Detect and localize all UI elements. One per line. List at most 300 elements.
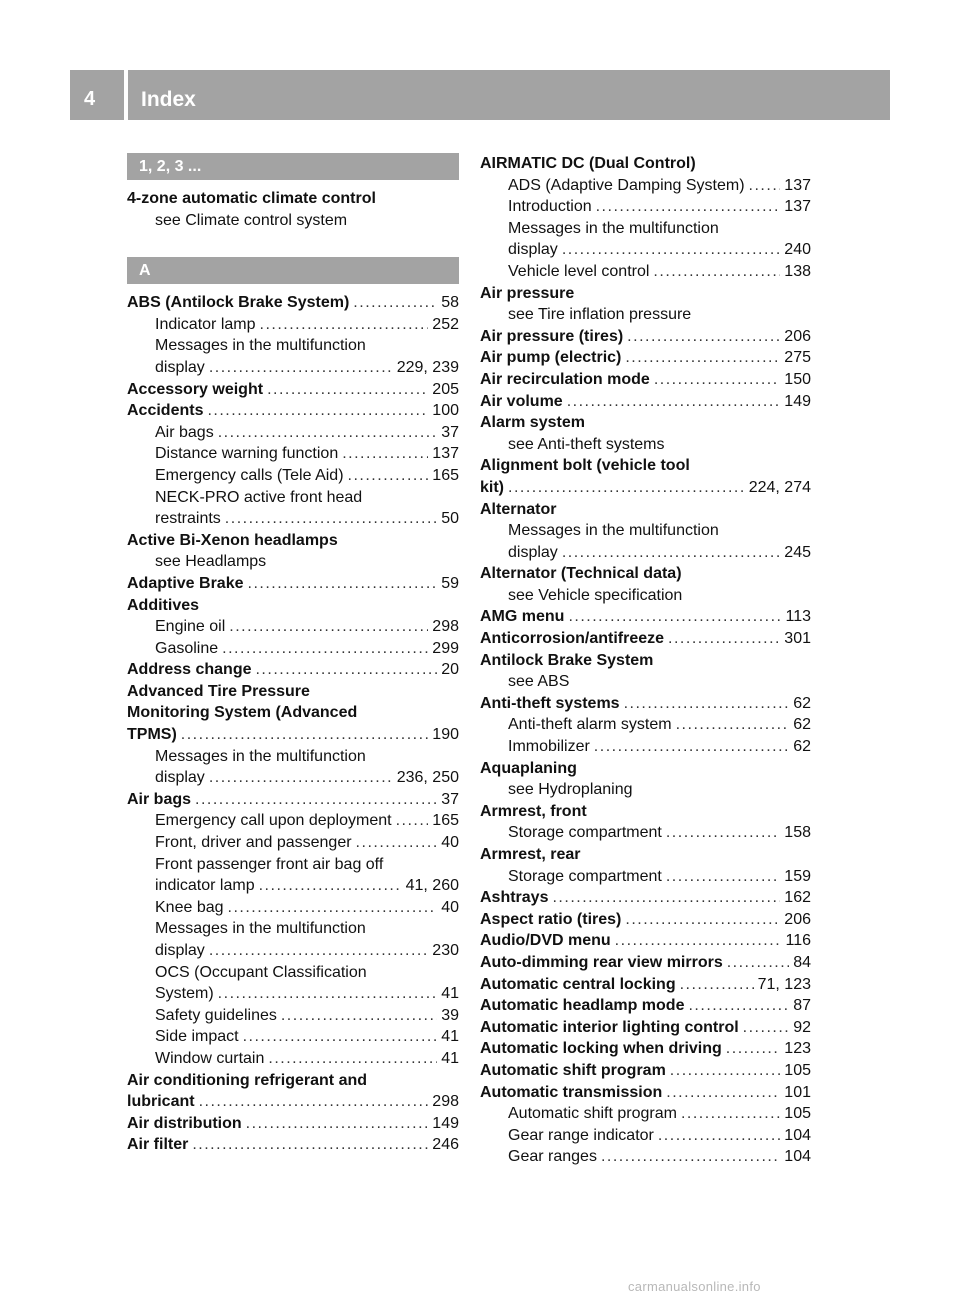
index-subentry — [127, 918, 459, 940]
entry-text: Air bags — [127, 790, 192, 808]
entry-text: ADS (Adaptive Damping System) — [508, 176, 745, 194]
index-subentry — [127, 616, 459, 638]
index-subentry — [127, 962, 459, 984]
dot-leader — [255, 659, 437, 681]
dot-leader — [281, 1005, 437, 1027]
section-spacer — [127, 231, 459, 257]
index-entry — [127, 595, 459, 617]
entry-text: AMG menu — [480, 608, 565, 626]
dot-leader — [666, 1082, 780, 1104]
page-reference: 252 — [432, 315, 459, 333]
dot-leader — [653, 261, 780, 283]
dot-leader — [726, 1038, 781, 1060]
entry-text: System) — [155, 985, 214, 1003]
entry-text: Aspect ratio (tires) — [480, 910, 622, 928]
page-reference: 230 — [432, 942, 459, 959]
page-reference: 150 — [784, 370, 811, 388]
index-subentry — [480, 542, 811, 564]
index-entry — [480, 628, 811, 650]
index-subentry — [480, 239, 811, 261]
entry-text: Gear ranges — [508, 1148, 597, 1166]
index-entry — [480, 844, 811, 866]
index-subentry — [127, 897, 459, 919]
index-entry — [480, 391, 811, 413]
page-reference: 275 — [784, 349, 811, 367]
index-subentry — [127, 551, 459, 573]
page-reference: 190 — [432, 726, 459, 744]
index-entry — [127, 292, 459, 314]
entry-text: Side impact — [155, 1028, 239, 1046]
dot-leader — [568, 606, 781, 628]
page-reference: 100 — [432, 402, 459, 420]
entry-text: Messages in the multifunction — [155, 747, 366, 765]
dot-leader — [209, 940, 428, 962]
entry-text: display — [508, 241, 558, 259]
entry-text: 4-zone automatic climate control — [127, 190, 376, 207]
page-reference: 165 — [432, 812, 459, 830]
entry-text: Air conditioning refrigerant and — [127, 1071, 368, 1089]
index-entry — [127, 400, 459, 422]
entry-text: Automatic shift program — [508, 1105, 677, 1123]
entry-text: lubricant — [127, 1093, 195, 1111]
entry-text: NECK-PRO active front head — [155, 488, 363, 506]
dot-leader — [601, 1146, 780, 1168]
index-entry — [127, 724, 459, 746]
entry-text: see Tire inflation pressure — [508, 306, 692, 324]
index-subentry — [127, 314, 459, 336]
entry-text: Messages in the multifunction — [508, 522, 719, 540]
dot-leader — [625, 909, 780, 931]
entry-text: Storage compartment — [508, 867, 662, 885]
entry-text: Knee bag — [155, 898, 224, 916]
dot-leader — [624, 693, 790, 715]
section-header-1-2-3: 1, 2, 3 ... — [127, 153, 459, 180]
watermark-logo: carmanualsonline.info — [628, 1279, 761, 1294]
index-entry — [480, 930, 811, 952]
entry-text: Anti-theft systems — [480, 694, 620, 712]
entry-text: Anticorrosion/antifreeze — [480, 630, 665, 648]
page-reference: 246 — [432, 1136, 459, 1154]
dot-leader — [749, 175, 781, 197]
page-reference: 245 — [784, 543, 811, 561]
index-subentry — [480, 520, 811, 542]
dot-leader — [670, 1060, 781, 1082]
index-subentry — [127, 810, 459, 832]
index-entry — [127, 1070, 459, 1092]
dot-leader — [562, 239, 780, 261]
entry-text: Aquaplaning — [480, 759, 577, 777]
page-reference: 101 — [784, 1083, 811, 1101]
index-entry — [480, 693, 811, 715]
page-reference: 206 — [784, 327, 811, 345]
dot-leader — [246, 1113, 429, 1135]
index-entry — [127, 702, 459, 724]
index-entry — [480, 1060, 811, 1082]
index-subentry — [480, 175, 811, 197]
index-entry — [480, 887, 811, 909]
entry-text: Air pump (electric) — [480, 349, 622, 367]
page-reference: 158 — [784, 824, 811, 842]
index-entry — [127, 789, 459, 811]
index-subentry — [127, 487, 459, 509]
dot-leader — [225, 508, 437, 530]
dot-leader — [396, 810, 429, 832]
index-subentry — [480, 822, 811, 844]
dot-leader — [596, 196, 781, 218]
page-reference: 301 — [784, 630, 811, 648]
index-subentry — [480, 196, 811, 218]
entry-text: Monitoring System (Advanced — [127, 704, 358, 722]
index-entry — [480, 909, 811, 931]
page-reference: 58 — [441, 294, 459, 312]
entry-text: Air volume — [480, 392, 563, 410]
entry-text: Armrest, rear — [480, 846, 581, 863]
index-subentry — [127, 465, 459, 487]
page-reference: 104 — [784, 1126, 811, 1144]
index-subentry — [127, 983, 459, 1005]
entry-text: Accessory weight — [127, 380, 264, 398]
entry-text: Emergency calls (Tele Aid) — [155, 466, 344, 484]
dot-leader — [229, 616, 428, 638]
index-subentry — [480, 1103, 811, 1125]
entry-text: Accidents — [127, 402, 204, 420]
index-entry — [127, 188, 459, 210]
entry-text: see Climate control system — [155, 211, 348, 229]
dot-leader — [348, 465, 429, 487]
index-subentry — [127, 210, 459, 232]
page-reference: 62 — [793, 738, 811, 756]
entry-text: Messages in the multifunction — [155, 920, 366, 938]
dot-leader — [209, 357, 393, 379]
entry-text: Air pressure — [480, 284, 575, 302]
index-subentry — [127, 1048, 459, 1070]
page-reference: 299 — [432, 639, 459, 657]
index-entry — [127, 1113, 459, 1135]
entry-text: Ashtrays — [480, 889, 549, 907]
index-entry — [127, 379, 459, 401]
dot-leader — [222, 638, 428, 660]
entry-text: Automatic shift program — [480, 1061, 666, 1079]
dot-leader — [666, 822, 780, 844]
index-entry — [480, 1038, 811, 1060]
dot-leader — [192, 1134, 428, 1156]
page-reference: 116 — [785, 932, 811, 950]
index-subentry — [480, 1125, 811, 1147]
entry-text: Additives — [127, 596, 200, 614]
index-subentry — [127, 875, 459, 897]
page-reference: 138 — [784, 262, 811, 280]
page-reference: 229, 239 — [396, 358, 459, 376]
page-reference: 20 — [441, 661, 459, 679]
index-subentry — [480, 779, 811, 801]
index-subentry — [480, 671, 811, 693]
page-reference: 62 — [793, 694, 811, 712]
page-reference: 149 — [432, 1114, 459, 1132]
entry-text: see Anti-theft systems — [508, 435, 665, 453]
dot-leader — [676, 714, 790, 736]
entry-text: Emergency call upon deployment — [155, 812, 392, 830]
entry-text: restraints — [155, 510, 221, 528]
entry-text: Automatic central locking — [480, 975, 676, 993]
index-entry — [480, 650, 811, 672]
page-number: 4 — [84, 88, 96, 110]
entry-text: Auto-dimming rear view mirrors — [480, 953, 723, 971]
entry-text: Automatic interior lighting control — [480, 1018, 739, 1036]
dot-leader — [195, 789, 437, 811]
index-subentry — [480, 585, 811, 607]
entry-text: display — [155, 942, 205, 959]
dot-leader — [658, 1125, 780, 1147]
header-divider — [124, 70, 128, 120]
entry-text: Air distribution — [127, 1114, 242, 1132]
index-column-left — [127, 153, 459, 1156]
page-reference: 84 — [793, 953, 811, 971]
dot-leader — [666, 866, 780, 888]
entry-text: display — [155, 358, 205, 376]
dot-leader — [567, 391, 781, 413]
dot-leader — [268, 1048, 437, 1070]
page-reference: 137 — [432, 445, 459, 463]
dot-leader — [552, 887, 780, 909]
page-reference: 298 — [432, 618, 459, 636]
dot-leader — [199, 1091, 429, 1113]
index-column-right — [480, 153, 811, 1168]
index-subentry — [127, 422, 459, 444]
page-reference: 41, 260 — [405, 877, 459, 895]
page-reference: 236, 250 — [396, 769, 459, 787]
dot-leader — [267, 379, 428, 401]
index-entry — [480, 477, 811, 499]
page-reference: 298 — [432, 1093, 459, 1111]
index-entry — [480, 801, 811, 823]
index-subentry — [480, 434, 811, 456]
index-entry — [127, 659, 459, 681]
page-title: Index — [141, 88, 196, 111]
index-entry — [480, 1082, 811, 1104]
page-reference: 240 — [784, 241, 811, 259]
index-entry — [480, 952, 811, 974]
page-reference: 137 — [784, 176, 811, 194]
entry-text: Alternator (Technical data) — [480, 565, 682, 583]
page-reference: 92 — [793, 1018, 811, 1036]
page-reference: 62 — [793, 716, 811, 734]
page-reference: 87 — [793, 997, 811, 1015]
dot-leader — [248, 573, 438, 595]
index-subentry — [480, 261, 811, 283]
entry-text: Adaptive Brake — [127, 574, 244, 592]
index-subentry — [127, 767, 459, 789]
entry-text: Window curtain — [155, 1049, 265, 1067]
index-entry — [127, 681, 459, 703]
index-entry — [480, 412, 811, 434]
entry-text: TPMS) — [127, 726, 177, 744]
dot-leader — [218, 983, 438, 1005]
entry-text: see Hydroplaning — [508, 781, 633, 799]
index-subentry — [127, 508, 459, 530]
index-entry — [480, 995, 811, 1017]
index-subentry — [127, 940, 459, 962]
dot-leader — [228, 897, 438, 919]
page-reference: 59 — [441, 574, 459, 592]
page-reference: 123 — [784, 1040, 811, 1058]
dot-leader — [243, 1026, 438, 1048]
page-reference: 137 — [784, 198, 811, 216]
entry-text: Safety guidelines — [155, 1006, 277, 1024]
entry-text: Messages in the multifunction — [155, 337, 366, 355]
page-reference: 104 — [784, 1148, 811, 1166]
index-entry — [480, 455, 811, 477]
index-subentry — [480, 714, 811, 736]
page-reference: 162 — [784, 889, 811, 907]
entry-text: display — [508, 543, 558, 561]
index-entry — [480, 758, 811, 780]
dot-leader — [654, 369, 780, 391]
entry-text: Front passenger front air bag off — [155, 855, 384, 873]
page-reference: 41 — [441, 1049, 459, 1067]
index-subentry — [480, 304, 811, 326]
dot-leader — [680, 974, 754, 996]
index-entry — [127, 1091, 459, 1113]
entry-text: Anti-theft alarm system — [508, 716, 672, 734]
entry-text: display — [155, 769, 205, 787]
dot-leader — [688, 995, 789, 1017]
index-subentry — [127, 832, 459, 854]
index-subentry — [127, 854, 459, 876]
entry-text: kit) — [480, 478, 504, 496]
index-subentry — [127, 1026, 459, 1048]
entry-text: Antilock Brake System — [480, 651, 654, 669]
entry-text: Alternator — [480, 500, 557, 518]
entry-text: Address change — [127, 661, 252, 679]
page-reference: 50 — [441, 510, 459, 528]
entry-text: Automatic headlamp mode — [480, 997, 685, 1015]
entry-text: ABS (Antilock Brake System) — [127, 294, 350, 312]
dot-leader — [562, 542, 780, 564]
entry-text: Vehicle level control — [508, 262, 650, 280]
dot-leader — [615, 930, 782, 952]
dot-leader — [681, 1103, 780, 1125]
entry-text: Gasoline — [155, 639, 219, 657]
index-subentry — [127, 335, 459, 357]
page-reference: 71, 123 — [757, 975, 811, 993]
page-reference: 224, 274 — [748, 478, 811, 496]
entry-text: Alarm system — [480, 414, 585, 432]
entry-text: Alignment bolt (vehicle tool — [480, 457, 690, 475]
entry-text: see ABS — [508, 673, 570, 691]
page-reference: 37 — [441, 790, 459, 808]
dot-leader — [181, 724, 429, 746]
entry-text: indicator lamp — [155, 877, 255, 895]
entry-text: Indicator lamp — [155, 315, 256, 333]
page-reference: 40 — [441, 898, 459, 916]
page-reference: 105 — [784, 1061, 811, 1079]
entry-text: see Vehicle specification — [508, 586, 683, 604]
dot-leader — [627, 326, 780, 348]
dot-leader — [259, 875, 402, 897]
index-subentry — [127, 746, 459, 768]
index-entry — [480, 347, 811, 369]
entry-text: Active Bi-Xenon headlamps — [127, 531, 338, 549]
page-reference: 206 — [784, 910, 811, 928]
entry-text: Advanced Tire Pressure — [127, 682, 310, 700]
page-reference: 105 — [784, 1105, 811, 1123]
entry-text: Audio/DVD menu — [480, 932, 611, 950]
index-subentry — [480, 736, 811, 758]
section-header-a: A — [127, 257, 459, 284]
dot-leader — [260, 314, 429, 336]
entry-text: Automatic locking when driving — [480, 1040, 722, 1058]
index-entry — [127, 573, 459, 595]
dot-leader — [353, 292, 437, 314]
entry-text: Distance warning function — [155, 445, 339, 463]
entry-text: AIRMATIC DC (Dual Control) — [480, 155, 696, 172]
index-entry — [480, 326, 811, 348]
entry-text: Immobilizer — [508, 738, 590, 756]
entry-text: Engine oil — [155, 618, 226, 636]
index-subentry — [127, 357, 459, 379]
dot-leader — [209, 767, 393, 789]
entry-text: Gear range indicator — [508, 1126, 654, 1144]
dot-leader — [207, 400, 428, 422]
entry-text: Air filter — [127, 1136, 189, 1154]
page-reference: 165 — [432, 466, 459, 484]
index-subentry — [480, 218, 811, 240]
index-entry — [127, 530, 459, 552]
index-subentry — [127, 443, 459, 465]
dot-leader — [508, 477, 745, 499]
entry-text: Armrest, front — [480, 802, 587, 820]
page-reference: 39 — [441, 1006, 459, 1024]
index-entry — [480, 153, 811, 175]
page-reference: 159 — [784, 867, 811, 885]
entry-text: Air recirculation mode — [480, 370, 650, 388]
dot-leader — [342, 443, 428, 465]
dot-leader — [668, 628, 780, 650]
index-entry — [480, 283, 811, 305]
page-reference: 149 — [784, 392, 811, 410]
entry-text: Storage compartment — [508, 824, 662, 842]
index-entry — [480, 974, 811, 996]
index-entry — [480, 499, 811, 521]
dot-leader — [743, 1017, 790, 1039]
page-reference: 205 — [432, 380, 459, 398]
section-spacer — [127, 284, 459, 292]
index-entry — [127, 1134, 459, 1156]
page-reference: 41 — [441, 1028, 459, 1046]
dot-leader — [727, 952, 789, 974]
index-subentry — [480, 866, 811, 888]
entry-text: Front, driver and passenger — [155, 834, 352, 852]
dot-leader — [625, 347, 780, 369]
dot-leader — [594, 736, 789, 758]
index-entry — [480, 563, 811, 585]
index-subentry — [480, 1146, 811, 1168]
page-reference: 40 — [441, 834, 459, 852]
entry-text: Introduction — [508, 198, 592, 216]
section-spacer — [127, 180, 459, 188]
entry-text: Messages in the multifunction — [508, 219, 719, 237]
page-reference: 37 — [441, 423, 459, 441]
index-subentry — [127, 1005, 459, 1027]
entry-text: see Headlamps — [155, 553, 267, 571]
index-entry — [480, 606, 811, 628]
index-entry — [480, 369, 811, 391]
page-reference: 113 — [785, 608, 811, 626]
entry-text: Air pressure (tires) — [480, 327, 624, 345]
index-subentry — [127, 638, 459, 660]
entry-text: Air bags — [155, 423, 214, 441]
entry-text: OCS (Occupant Classification — [155, 963, 367, 981]
